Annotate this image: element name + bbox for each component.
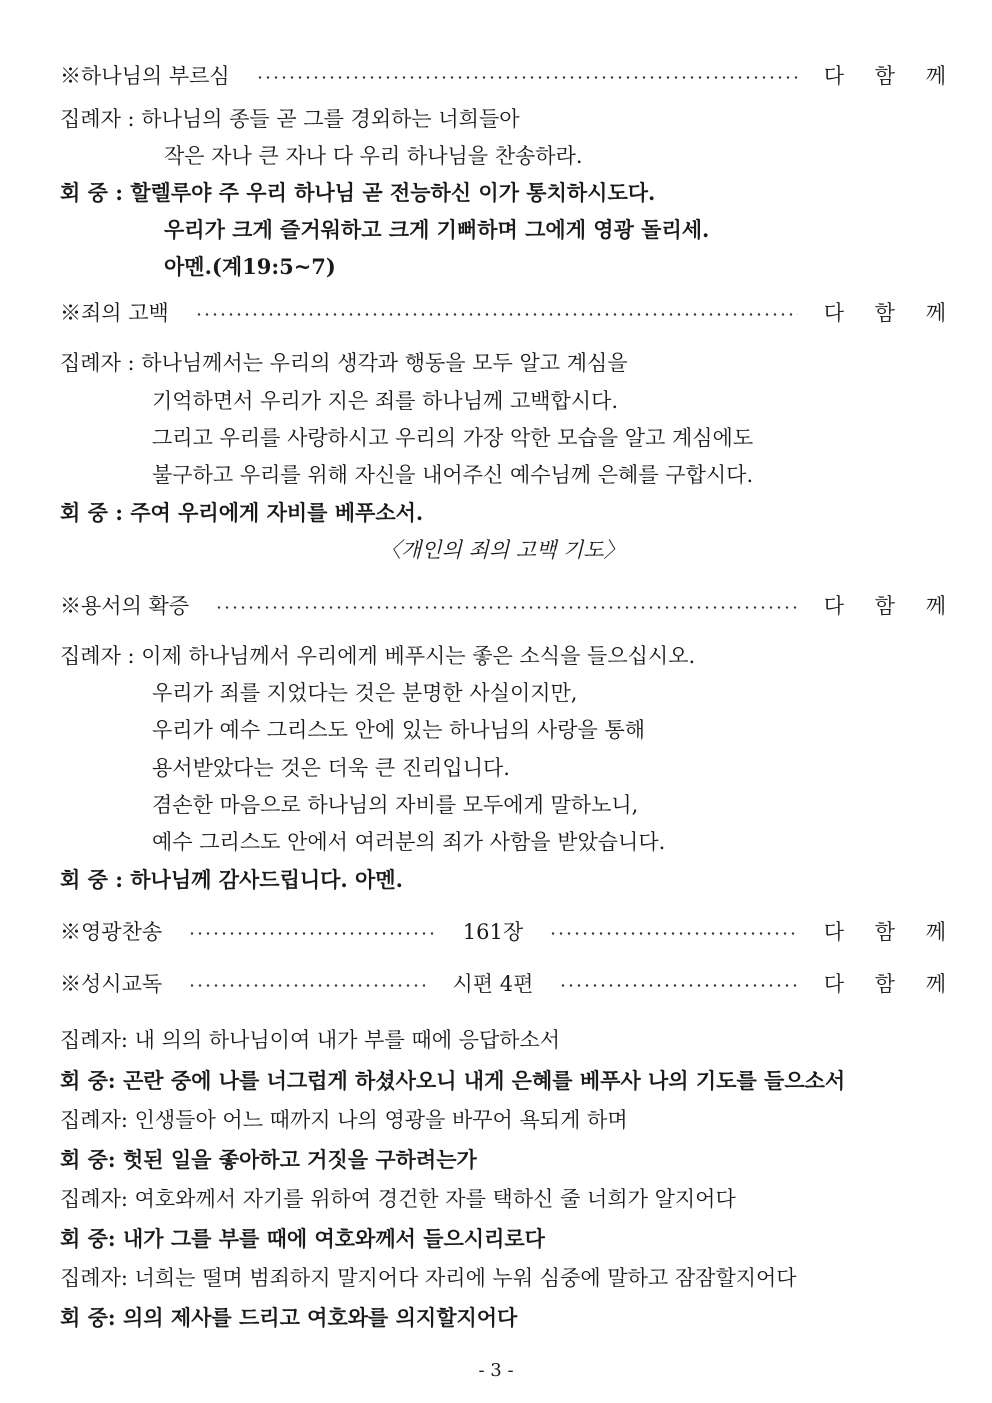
hymn-number: 161장 [462,920,524,944]
psalm-reference: 시편 4편 [452,972,534,996]
section-title: ※죄의 고백 [60,301,169,325]
text-line: 집례자 : 하나님께서는 우리의 생각과 행동을 모두 알고 계심을 [60,351,628,375]
reading-congregation-line: 회 중: 헛된 일을 좋아하고 거짓을 구하려는가 [60,1147,477,1172]
text-line: 불구하고 우리를 위해 자신을 내어주신 예수님께 은혜를 구합시다. [152,463,754,487]
section-header-call [60,58,958,92]
text-line: 우리가 예수 그리스도 안에 있는 하나님의 사랑을 통해 [152,718,646,742]
leader-dots [188,984,426,987]
leader-dots [195,313,798,316]
reading-leader-line: 집례자: 인생들아 어느 때까지 나의 영광을 바꾸어 욕되게 하며 [60,1108,628,1132]
text-line-congregation: 우리가 크게 즐거워하고 크게 기뻐하며 그에게 영광 돌리세. [164,217,710,242]
text-line: 집례자 : 이제 하나님께서 우리에게 베푸시는 좋은 소식을 들으십시오. [60,644,696,668]
leader-dots [549,932,798,935]
section-participants: 다 함 께 [823,594,958,618]
text-line: 우리가 죄를 지었다는 것은 분명한 사실이지만, [152,681,578,705]
section-participants: 다 함 께 [823,920,958,944]
text-line-congregation: 회 중 : 할렐루야 주 우리 하나님 곧 전능하신 이가 통치하시도다. [60,180,656,205]
text-line: 기억하면서 우리가 지은 죄를 하나님께 고백합시다. [152,389,619,413]
reading-leader-line: 집례자: 여호와께서 자기를 위하여 경건한 자를 택하신 줄 너희가 알지어다 [60,1187,736,1211]
section-title: ※용서의 확증 [60,594,190,618]
text-line: 용서받았다는 것은 더욱 큰 진리입니다. [152,756,510,780]
text-line-congregation: 아멘.(계19:5~7) [164,254,336,279]
leader-dots [215,606,798,609]
leader-dots [256,76,798,79]
section-participants: 다 함 께 [823,301,958,325]
reading-congregation-line: 회 중: 곤란 중에 나를 너그럽게 하셨사오니 내게 은혜를 베푸사 나의 기도를 들으소서 [60,1068,846,1093]
section-header-gloria [60,914,958,948]
text-line: 그리고 우리를 사랑하시고 우리의 가장 악한 모습을 알고 계심에도 [152,426,754,450]
section-participants: 다 함 께 [823,64,958,88]
text-line: 겸손한 마음으로 하나님의 자비를 모두에게 말하노니, [152,793,639,817]
text-line-congregation: 회 중 : 주여 우리에게 자비를 베푸소서. [60,500,424,525]
reading-leader-line: 집례자: 너희는 떨며 범죄하지 말지어다 자리에 누워 심중에 말하고 잠잠할지어다 [60,1266,797,1290]
page-number: - 3 - [478,1360,514,1381]
reading-congregation-line: 회 중: 내가 그를 부를 때에 여호와께서 들으시리로다 [60,1226,545,1251]
prayer-note: 〈개인의 죄의 고백 기도〉 [380,538,625,562]
text-line: 예수 그리스도 안에서 여러분의 죄가 사함을 받았습니다. [152,830,666,854]
section-participants: 다 함 께 [823,972,958,996]
section-title: ※영광찬송 [60,920,163,944]
section-header-reading [60,966,958,1000]
text-line: 집례자 : 하나님의 종들 곧 그를 경외하는 너희들아 [60,107,520,131]
section-header-confession [60,295,958,329]
reading-leader-line: 집례자: 내 의의 하나님이여 내가 부를 때에 응답하소서 [60,1028,561,1052]
text-line-congregation: 회 중 : 하나님께 감사드립니다. 아멘. [60,867,403,892]
section-title: ※하나님의 부르심 [60,64,230,88]
section-header-assurance [60,588,958,622]
leader-dots [559,984,797,987]
leader-dots [188,932,437,935]
reading-congregation-line: 회 중: 의의 제사를 드리고 여호와를 의지할지어다 [60,1305,518,1330]
section-title: ※성시교독 [60,972,163,996]
text-line: 작은 자나 큰 자나 다 우리 하나님을 찬송하라. [164,144,583,168]
